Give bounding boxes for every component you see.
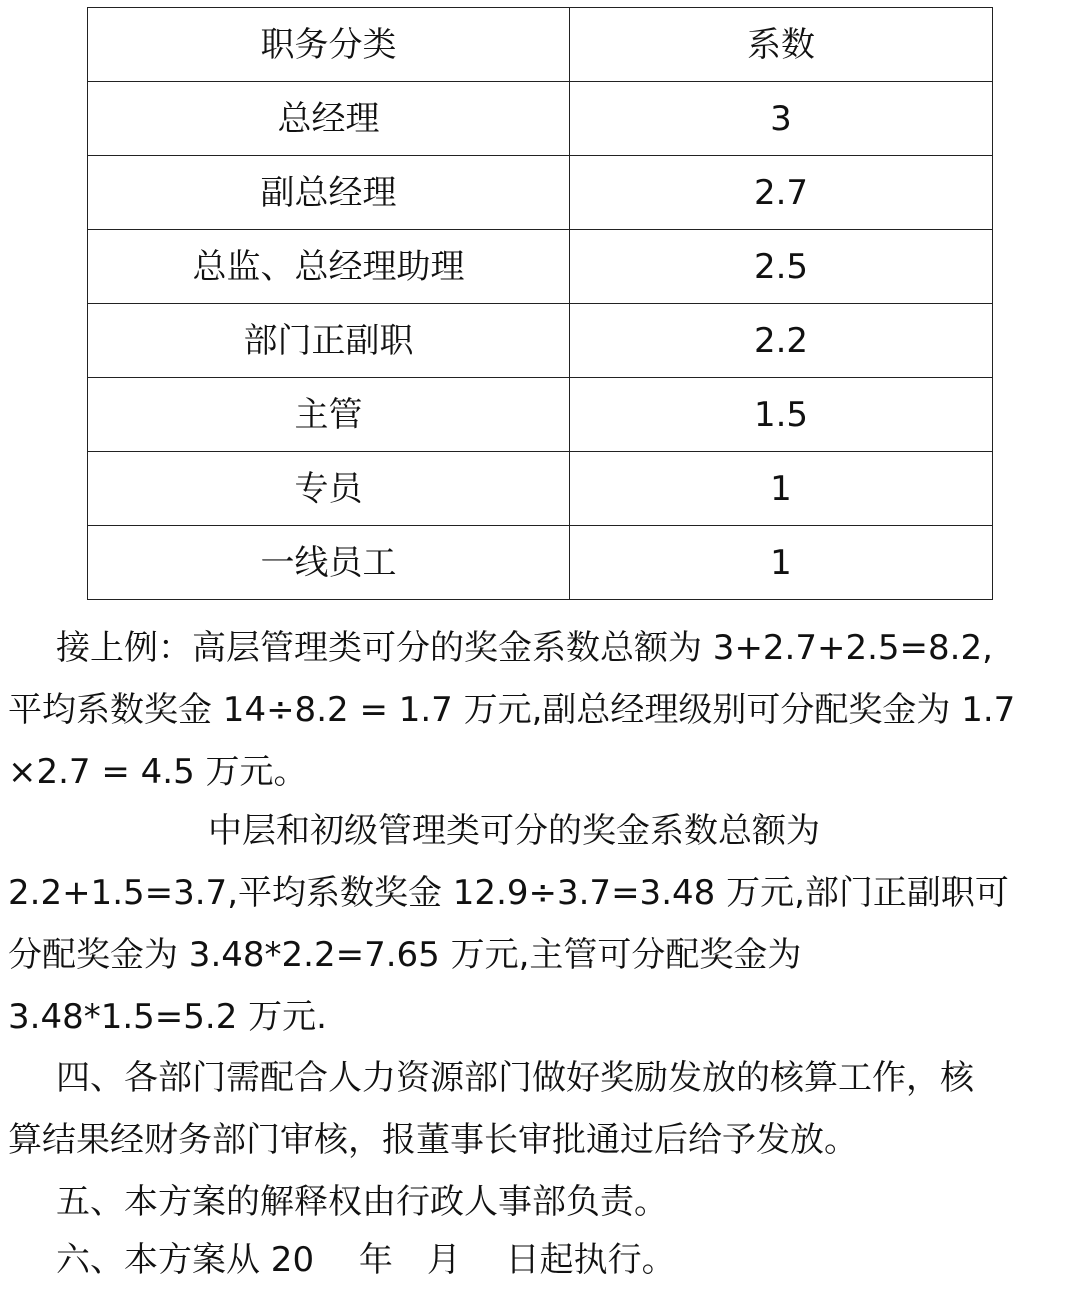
coefficient-cell: 3 [570, 82, 993, 156]
table-row [88, 304, 993, 378]
coefficient-cell: 2.5 [570, 230, 993, 304]
position-cell: 副总经理 [88, 156, 570, 230]
paragraph-middle-line-4: 3.48*1.5=5.2 万元. [8, 997, 327, 1037]
paragraph-middle-line-1: 中层和初级管理类可分的奖金系数总额为 [208, 811, 820, 851]
position-cell: 部门正副职 [88, 304, 570, 378]
table-row [88, 378, 993, 452]
table-row [88, 452, 993, 526]
paragraph-item-6: 六、本方案从 20 年 月 日起执行。 [56, 1240, 676, 1280]
table-row [88, 230, 993, 304]
position-cell: 总监、总经理助理 [88, 230, 570, 304]
table-row [88, 526, 993, 600]
coefficient-cell: 1 [570, 452, 993, 526]
paragraph-senior-line-2: 平均系数奖金 14÷8.2 = 1.7 万元,副总经理级别可分配奖金为 1.7 [8, 690, 1016, 730]
paragraph-item-4-line-2: 算结果经财务部门审核，报董事长审批通过后给予发放。 [8, 1120, 858, 1160]
coefficient-cell: 2.7 [570, 156, 993, 230]
coefficient-cell: 1 [570, 526, 993, 600]
position-cell: 一线员工 [88, 526, 570, 600]
position-cell: 专员 [88, 452, 570, 526]
table-row [88, 156, 993, 230]
paragraph-middle-line-2: 2.2+1.5=3.7,平均系数奖金 12.9÷3.7=3.48 万元,部门正副职可 [8, 873, 1009, 913]
position-cell: 总经理 [88, 82, 570, 156]
coefficient-cell: 1.5 [570, 378, 993, 452]
paragraph-middle-line-3: 分配奖金为 3.48*2.2=7.65 万元,主管可分配奖金为 [8, 935, 802, 975]
paragraph-senior-line-3: ×2.7 = 4.5 万元。 [8, 752, 308, 792]
table-row [88, 82, 993, 156]
header-position-category: 职务分类 [88, 8, 570, 82]
table-header-row [88, 8, 993, 82]
paragraph-item-4-line-1: 四、各部门需配合人力资源部门做好奖励发放的核算工作，核 [56, 1058, 974, 1098]
header-coefficient: 系数 [570, 8, 993, 82]
paragraph-item-5: 五、本方案的解释权由行政人事部负责。 [56, 1182, 668, 1222]
paragraph-senior-line-1: 接上例：高层管理类可分的奖金系数总额为 3+2.7+2.5=8.2, [56, 628, 993, 668]
position-cell: 主管 [88, 378, 570, 452]
coefficient-cell: 2.2 [570, 304, 993, 378]
coefficient-table [87, 7, 993, 600]
